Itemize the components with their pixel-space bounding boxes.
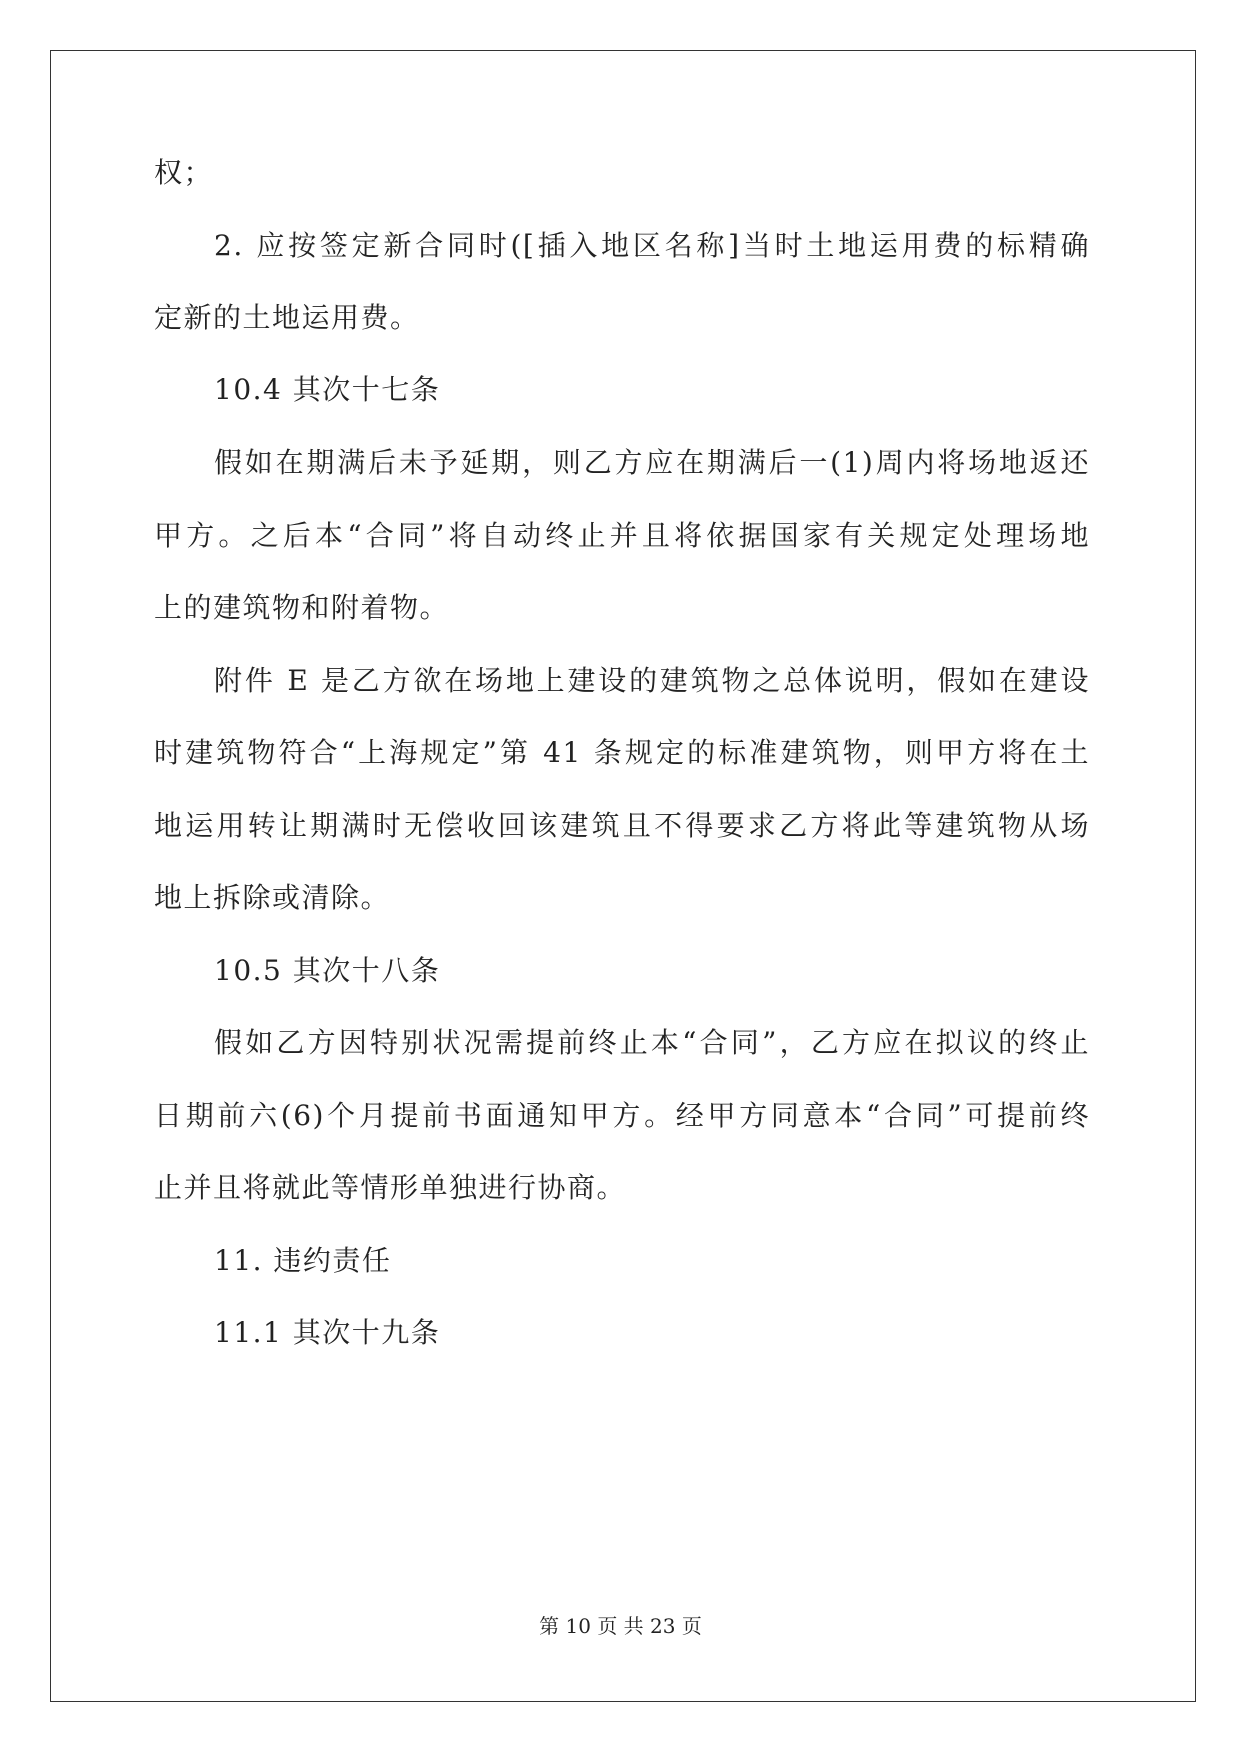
paragraph-line: 地上拆除或清除。 [154, 881, 391, 914]
paragraph-line: 假如乙方因特别状况需提前终止本“合同”，乙方应在拟议的终止 [214, 1026, 1090, 1059]
paragraph-line: 地运用转让期满时无偿收回该建筑且不得要求乙方将此等建筑物从场 [154, 809, 1090, 842]
paragraph-line: 附件 E 是乙方欲在场地上建设的建筑物之总体说明，假如在建设 [214, 664, 1090, 697]
body-text-line: 权； [154, 156, 214, 189]
paragraph-line: 时建筑物符合“上海规定”第 41 条规定的标准建筑物，则甲方将在土 [154, 736, 1090, 769]
page-number-footer: 第 10 页 共 23 页 [539, 1614, 702, 1638]
clause-2-text: 2. 应按签定新合同时([插入地区名称]当时土地运用费的标精确 [214, 229, 1090, 262]
paragraph-line: 假如在期满后未予延期，则乙方应在期满后一(1)周内将场地返还 [214, 446, 1090, 479]
section-heading-10-4: 10.4 其次十七条 [214, 373, 441, 406]
paragraph-line: 止并且将就此等情形单独进行协商。 [154, 1171, 627, 1204]
section-heading-11-1: 11.1 其次十九条 [214, 1316, 441, 1349]
paragraph-line: 上的建筑物和附着物。 [154, 591, 450, 624]
body-text-line: 定新的土地运用费。 [154, 301, 420, 334]
section-heading-11: 11. 违约责任 [214, 1244, 392, 1277]
paragraph-line: 日期前六(6)个月提前书面通知甲方。经甲方同意本“合同”可提前终 [154, 1099, 1090, 1132]
section-heading-10-5: 10.5 其次十八条 [214, 954, 441, 987]
paragraph-line: 甲方。之后本“合同”将自动终止并且将依据国家有关规定处理场地 [154, 519, 1090, 552]
